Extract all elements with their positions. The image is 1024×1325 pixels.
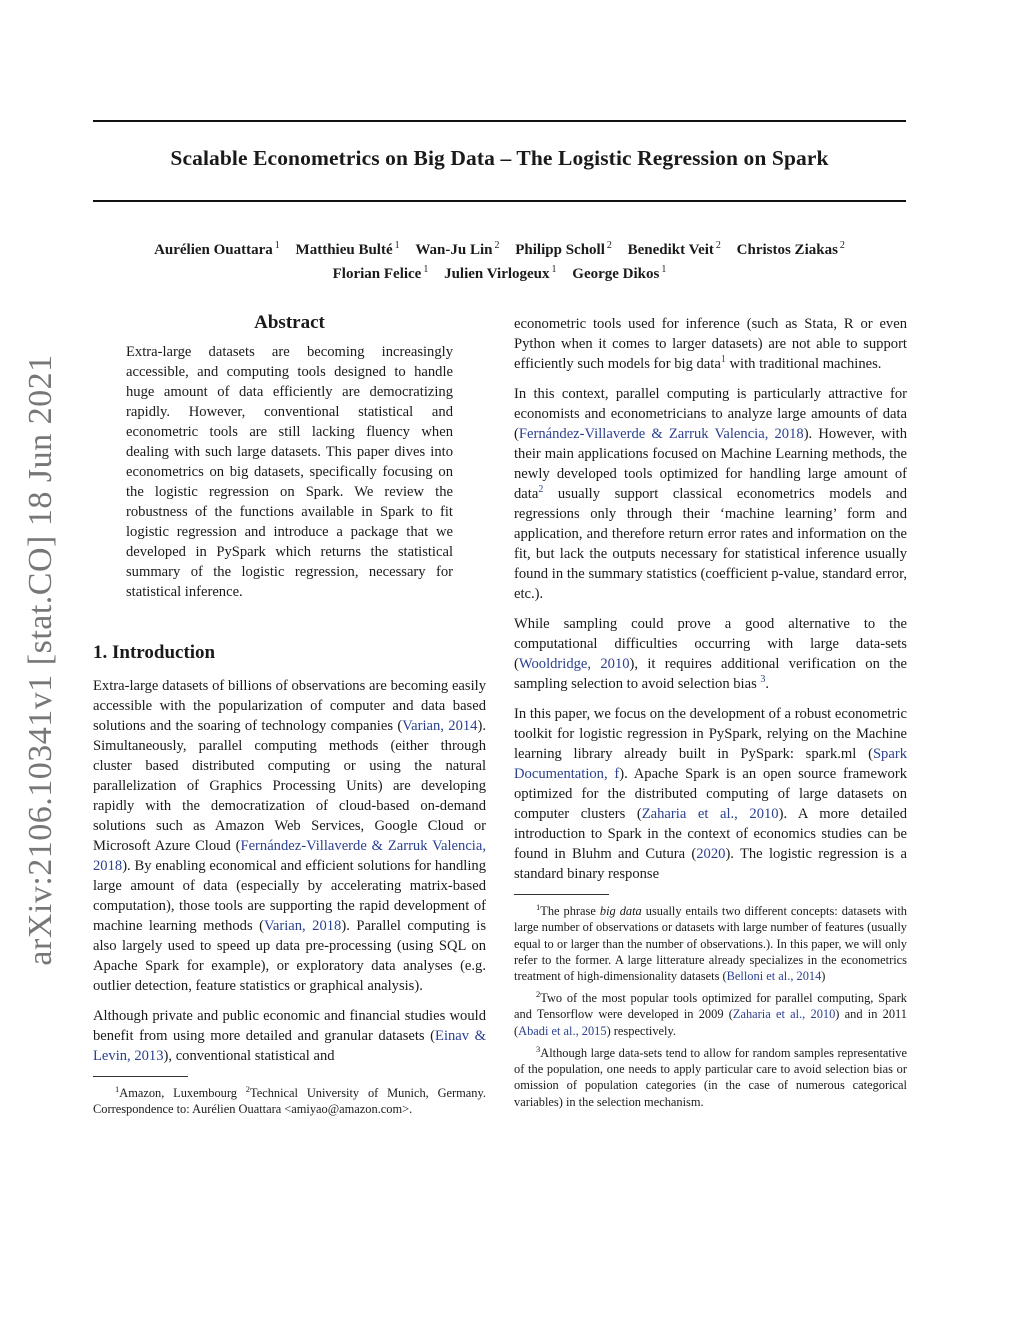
footnote-rule xyxy=(93,1076,188,1077)
citation-link[interactable]: Varian, 2014 xyxy=(402,718,478,734)
footnote-rule xyxy=(514,894,609,895)
footnote-marker[interactable]: 2 xyxy=(538,484,544,496)
author: Matthieu Bulté $^1$ xyxy=(295,240,400,258)
author-line-2 xyxy=(93,260,906,284)
author: Benedikt Veit $^2$ xyxy=(627,240,721,258)
author: Julien Virlogeux $^1$ xyxy=(444,264,557,282)
right-paragraph-4: In this paper, we focus on the development of a robust econometric toolkit for logistic regression in PySpark, relying on the Machine learning library already built in PySpark: spark.ml (Spark Documentation, f). Apache Spark is an open source framework optimized for the distributed computing of large datasets on computer clusters (Zaharia et al., 2010). A more detailed introduction to Spark in the context of economics studies can be found in Bluhm and Cutura (2020). The logistic regression is a standard binary response xyxy=(514,706,907,882)
right-paragraph-2: In this context, parallel computing is particularly attractive for economists and econometricians to analyze large amounts of data (Fernández-Villaverde & Zarruk Valencia, 2018). However, with their main applications focused on Machine Learning methods, the newly developed tools optimized for handling large amount of data$^2$ usually support classical econometrics models and regressions only through their ‘machine learning’ form and application, and therefore return error rates and information on the fit, but lack the outputs necessary for statistical inference usually found in the summary statistics (coefficient p-value, standard error, etc.). xyxy=(514,386,907,602)
right-paragraph-1: econometric tools used for inference (such as Stata, R or even Python when it comes to larger datasets) are not able to support efficiently such models for big data$^1$ with traditional machines. xyxy=(514,316,907,372)
footnote-marker[interactable]: 1 xyxy=(720,354,726,366)
title-rule-top xyxy=(93,120,906,122)
citation-link[interactable]: Belloni et al., 2014 xyxy=(726,968,822,983)
right-paragraph-3: While sampling could prove a good alternative to the computational difficulties occurring with large data-sets (Wooldridge, 2010), it requires additional verification on the sampling selection to avoid selection bias $^3$. xyxy=(514,616,907,692)
arxiv-identifier: arXiv:2106.10341v1 [stat.CO] 18 Jun 2021 xyxy=(22,354,59,966)
footnote-3: $^3$Although large data-sets tend to allow for random samples representative of the population, one needs to apply particular care to avoid selection bias or omission of population categories (in the case of numerous categorical variables) in the selection mechanism. xyxy=(514,1043,907,1109)
citation-link[interactable]: Abadi et al., 2015 xyxy=(518,1023,607,1038)
left-column xyxy=(93,312,486,1120)
citation-link[interactable]: 2020 xyxy=(696,846,726,862)
author: Aurélien Ouattara $^1$ xyxy=(154,240,280,258)
footnote-marker[interactable]: 3 xyxy=(760,674,766,686)
citation-link[interactable]: Einav & Levin, 2013 xyxy=(93,1028,486,1064)
citation-link[interactable]: Spark Documentation, f xyxy=(514,746,907,782)
author: Christos Ziakas $^2$ xyxy=(736,240,845,258)
citation-link[interactable]: Fernández-Villaverde & Zarruk Valencia, 2018 xyxy=(518,426,804,442)
author-list xyxy=(93,236,906,284)
title-rule-bottom xyxy=(93,200,906,202)
footnote-2: $^2$Two of the most popular tools optimized for parallel computing, Spark and Tensorflow were developed in 2009 (Zaharia et al., 2010) and in 2011 (Abadi et al., 2015) respectively. xyxy=(514,989,907,1038)
author: George Dikos $^1$ xyxy=(572,264,667,282)
author-line-1 xyxy=(93,236,906,260)
author: Wan-Ju Lin $^2$ xyxy=(415,240,500,258)
abstract-heading: Abstract xyxy=(254,312,325,333)
abstract-text: Extra-large datasets are becoming increasingly accessible, and computing tools designed to handle huge amount of data efficiently are democratizing rapidly. However, conventional statistical and econometric tools are still lacking fluency when dealing with such large datasets. This paper dives into econometrics on big datasets, specifically focusing on the logistic regression on Spark. We review the robustness of the functions available in Spark to fit logistic regression and introduce a package that we developed in PySpark which returns the statistical summary of the logistic regression, necessary for statistical inference. xyxy=(126,344,453,600)
author: Florian Felice $^1$ xyxy=(332,264,429,282)
intro-paragraph-2: Although private and public economic and financial studies would benefit from using more detailed and granular datasets (Einav & Levin, 2013), conventional statistical and xyxy=(93,1008,486,1064)
citation-link[interactable]: Varian, 2018 xyxy=(263,918,342,934)
author: Philipp Scholl $^2$ xyxy=(515,240,612,258)
intro-paragraph-1: Extra-large datasets of billions of observations are becoming easily accessible with the popularization of computer and data based solutions and the soaring of technology companies (Varian, 2014). Simultaneously, parallel computing methods (either through cluster based distributed computing or using the natural parallelization of Graphics Processing Units) are developing rapidly with the democratization of cloud-based on-demand solutions such as Amazon Web Services, Google Cloud or Microsoft Azure Cloud (Fernández-Villaverde & Zarruk Valencia, 2018). By enabling economical and efficient solutions for handling large amount of data (especially by accelerating matrix-based computation), those tools are supporting the rapid development of machine learning methods (Varian, 2018). Parallel computing is also largely used to speed up data pre-processing (using SQL on Apache Spark for example), or exploratory data analyses (e.g. outlier detection, feature statistics or graphical analysis). xyxy=(93,678,486,994)
footnote-1: $^1$The phrase big data usually entails two different concepts: datasets with large number of observations or datasets with large number of features (usually equal to or larger than the number of observations.). In this paper, we will only refer to the former. A large litterature already specializes in the econometrics treatment of high-dimensionality datasets (Belloni et al., 2014) xyxy=(514,902,907,983)
citation-link[interactable]: Zaharia et al., 2010 xyxy=(732,1007,836,1022)
section-heading-introduction: 1. Introduction xyxy=(93,642,216,663)
affiliation-footnote: $^1$Amazon, Luxembourg $^2$Technical University of Munich, Germany. Correspondence to: Aurélien Ouattara <amiyao@amazon.com>. xyxy=(93,1084,486,1117)
paper-title: Scalable Econometrics on Big Data – The Logistic Regression on Spark xyxy=(170,146,829,170)
citation-link[interactable]: Fernández-Villaverde & Zarruk Valencia, 2018 xyxy=(93,838,486,874)
right-column xyxy=(514,314,907,1112)
citation-link[interactable]: Zaharia et al., 2010 xyxy=(641,806,779,822)
citation-link[interactable]: Wooldridge, 2010 xyxy=(518,656,630,672)
